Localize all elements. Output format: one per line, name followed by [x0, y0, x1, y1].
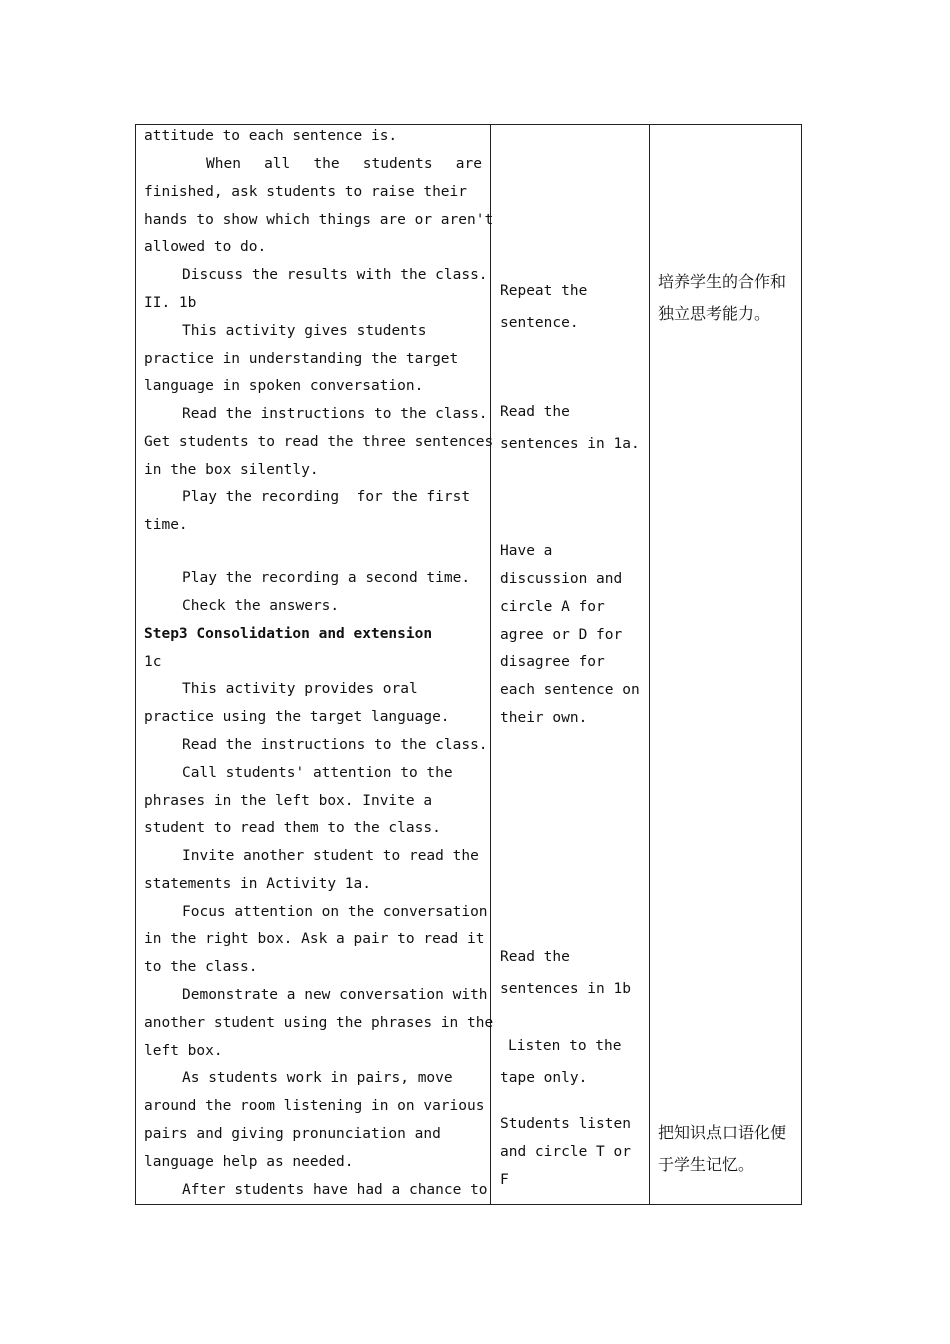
text-line: Get students to read the three sentences — [144, 434, 494, 450]
text-line: 培养学生的合作和 — [658, 272, 787, 291]
step-heading: Step3 Consolidation and extension — [144, 626, 433, 642]
text-line: When all the students are — [206, 156, 482, 172]
text-line: Invite another student to read the — [182, 848, 479, 864]
text-line: As students work in pairs, move — [182, 1070, 453, 1086]
text-line: Students listen — [500, 1116, 631, 1132]
text-line: allowed to do. — [144, 239, 267, 255]
text-line: Play the recording a second time. — [182, 570, 471, 586]
word: the — [313, 156, 340, 172]
text-line: finished, ask students to raise their — [144, 184, 468, 200]
text-line: Listen to the — [508, 1038, 622, 1054]
text-line: This activity provides oral — [182, 681, 418, 697]
text-line: hands to show which things are or aren't — [144, 212, 494, 228]
lesson-plan-table — [135, 124, 802, 1205]
section-heading: II. 1b — [144, 295, 197, 311]
word: are — [455, 156, 482, 172]
text-line: and circle T or — [500, 1144, 631, 1160]
text-line: around the room listening in on various — [144, 1098, 485, 1114]
design-intent-column — [658, 125, 796, 1204]
text-line: Repeat the — [500, 283, 588, 299]
text-line: Call students' attention to the — [182, 765, 453, 781]
word: all — [264, 156, 291, 172]
text-line: in the right box. Ask a pair to read it — [144, 931, 485, 947]
text-line: phrases in the left box. Invite a — [144, 793, 433, 809]
text-line: student to read them to the class. — [144, 820, 441, 836]
text-line: Read the instructions to the class. — [182, 406, 488, 422]
text-line: statements in Activity 1a. — [144, 876, 371, 892]
text-line: sentences in 1a. — [500, 436, 640, 452]
text-line: attitude to each sentence is. — [144, 128, 398, 144]
text-line: left box. — [144, 1043, 223, 1059]
text-line: sentence. — [500, 315, 579, 331]
text-line: 于学生记忆。 — [658, 1155, 755, 1174]
text-line: agree or D for — [500, 627, 623, 643]
text-line: language help as needed. — [144, 1154, 354, 1170]
word: students — [362, 156, 433, 172]
text-line: each sentence on — [500, 682, 640, 698]
text-line: Have a — [500, 543, 553, 559]
text-line: Play the recording for the first — [182, 489, 471, 505]
teacher-activity-column — [144, 125, 494, 1204]
text-line: to the class. — [144, 959, 258, 975]
text-line: This activity gives students — [182, 323, 427, 339]
text-line: Focus attention on the conversation — [182, 904, 488, 920]
text-line: After students have had a chance to — [182, 1182, 488, 1198]
text-line: practice in understanding the target — [144, 351, 459, 367]
text-line: another student using the phrases in the — [144, 1015, 494, 1031]
text-line: F — [500, 1172, 509, 1188]
activity-label: 1c — [144, 654, 162, 670]
text-line: time. — [144, 517, 188, 533]
text-line: 把知识点口语化便 — [658, 1123, 787, 1142]
text-line: tape only. — [500, 1070, 588, 1086]
text-line: their own. — [500, 710, 588, 726]
text-line: in the box silently. — [144, 462, 319, 478]
text-line: 独立思考能力。 — [658, 304, 771, 323]
text-line: Read the — [500, 949, 570, 965]
column-divider — [649, 125, 650, 1204]
text-line: Demonstrate a new conversation with — [182, 987, 488, 1003]
text-line: disagree for — [500, 654, 605, 670]
text-line: discussion and — [500, 571, 623, 587]
text-line: Read the — [500, 404, 570, 420]
text-line: Check the answers. — [182, 598, 340, 614]
text-line: language in spoken conversation. — [144, 378, 424, 394]
student-activity-column — [500, 125, 641, 1204]
column-divider — [490, 125, 491, 1204]
text-line: pairs and giving pronunciation and — [144, 1126, 441, 1142]
text-line: practice using the target language. — [144, 709, 450, 725]
text-line: circle A for — [500, 599, 605, 615]
text-line: Read the instructions to the class. — [182, 737, 488, 753]
text-line: Discuss the results with the class. — [182, 267, 488, 283]
text-line: sentences in 1b — [500, 981, 631, 997]
